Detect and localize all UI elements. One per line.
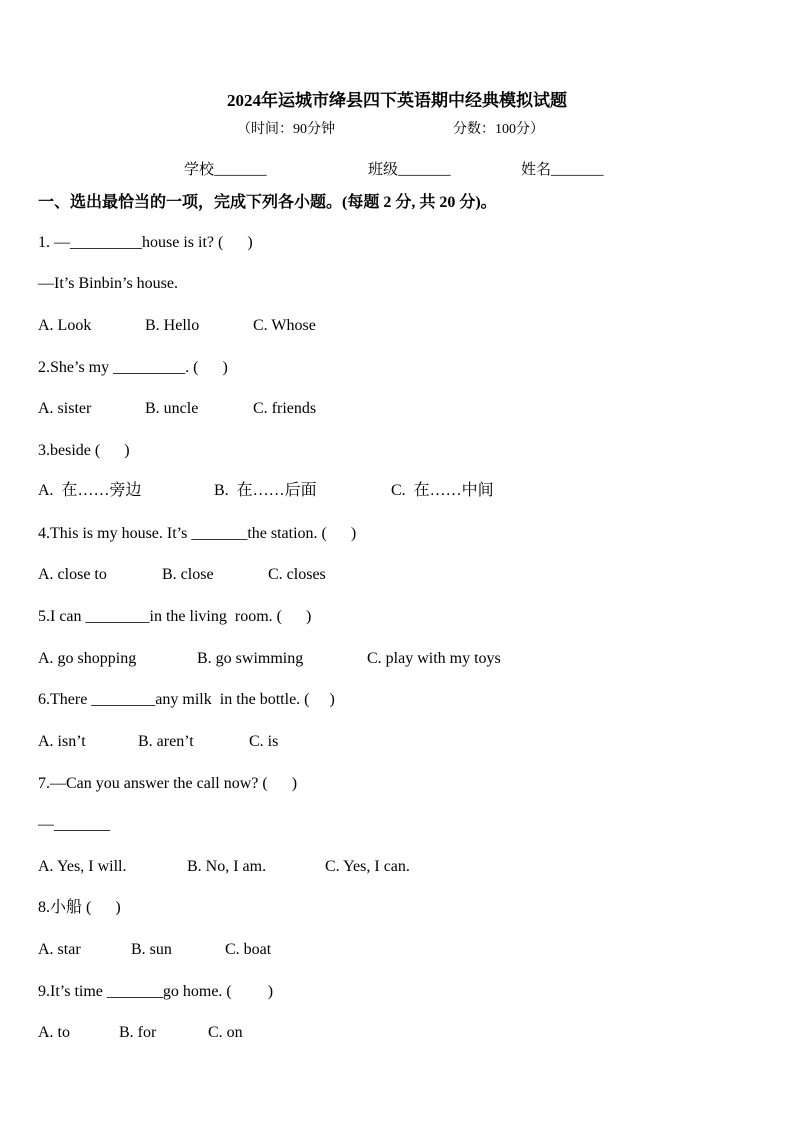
question-2-option-c[interactable]: C. friends [253,400,317,417]
question-2-option-a[interactable]: A. sister [38,400,92,417]
total-score: 分数：100分） [453,122,544,137]
question-4-option-a[interactable]: A. close to [38,566,107,583]
school-field: 学校_______ [184,162,267,178]
question-7-stem: 7.—Can you answer the call now? ( ) [38,775,298,792]
question-9-option-c[interactable]: C. on [208,1024,243,1041]
question-8-option-a[interactable]: A. star [38,941,81,958]
question-5-option-c[interactable]: C. play with my toys [367,650,501,667]
question-4-stem: 4.This is my house. It’s _______the station. ( ) [38,525,357,542]
question-2-option-b[interactable]: B. uncle [145,400,199,417]
question-6-option-c[interactable]: C. is [249,733,279,750]
question-6-option-b[interactable]: B. aren’t [138,733,194,750]
question-7-answer-line: —_______ [38,816,110,833]
question-6-stem: 6.There ________any milk in the bottle. ( ) [38,691,335,708]
question-9-stem: 9.It’s time _______go home. ( ) [38,983,274,1000]
question-5-option-b[interactable]: B. go swimming [197,650,304,667]
question-1-option-b[interactable]: B. Hello [145,317,200,334]
class-field: 班级_______ [368,162,451,178]
question-8-stem: 8.小船 ( ) [38,899,121,916]
question-6-option-a[interactable]: A. isn’t [38,733,86,750]
question-7-option-b[interactable]: B. No, I am. [187,858,267,875]
question-5-option-a[interactable]: A. go shopping [38,650,137,667]
question-7-option-a[interactable]: A. Yes, I will. [38,858,127,875]
question-5-stem: 5.I can ________in the living room. ( ) [38,608,312,625]
question-4-option-c[interactable]: C. closes [268,566,326,583]
question-8-option-c[interactable]: C. boat [225,941,272,958]
question-8-option-b[interactable]: B. sun [131,941,172,958]
question-1-answer-line: —It’s Binbin’s house. [38,275,179,292]
question-3-option-a[interactable]: A. 在……旁边 [38,482,142,499]
question-7-option-c[interactable]: C. Yes, I can. [325,858,410,875]
question-3-option-b[interactable]: B. 在……后面 [214,482,317,499]
question-1-stem: 1. —_________house is it? ( ) [38,234,253,251]
exam-title: 2024年运城市绛县四下英语期中经典模拟试题 [227,91,567,110]
time-limit: （时间：90分钟 [237,122,335,137]
section-heading: 一、选出最恰当的一项，完成下列各小题。(每题 2 分, 共 20 分)。 [38,194,497,211]
question-1-option-c[interactable]: C. Whose [253,317,316,334]
question-2-stem: 2.She’s my _________. ( ) [38,359,228,376]
question-9-option-b[interactable]: B. for [119,1024,157,1041]
question-9-option-a[interactable]: A. to [38,1024,70,1041]
question-4-option-b[interactable]: B. close [162,566,214,583]
question-3-option-c[interactable]: C. 在……中间 [391,482,494,499]
question-1-option-a[interactable]: A. Look [38,317,92,334]
name-field: 姓名_______ [521,162,604,178]
question-3-stem: 3.beside ( ) [38,442,130,459]
